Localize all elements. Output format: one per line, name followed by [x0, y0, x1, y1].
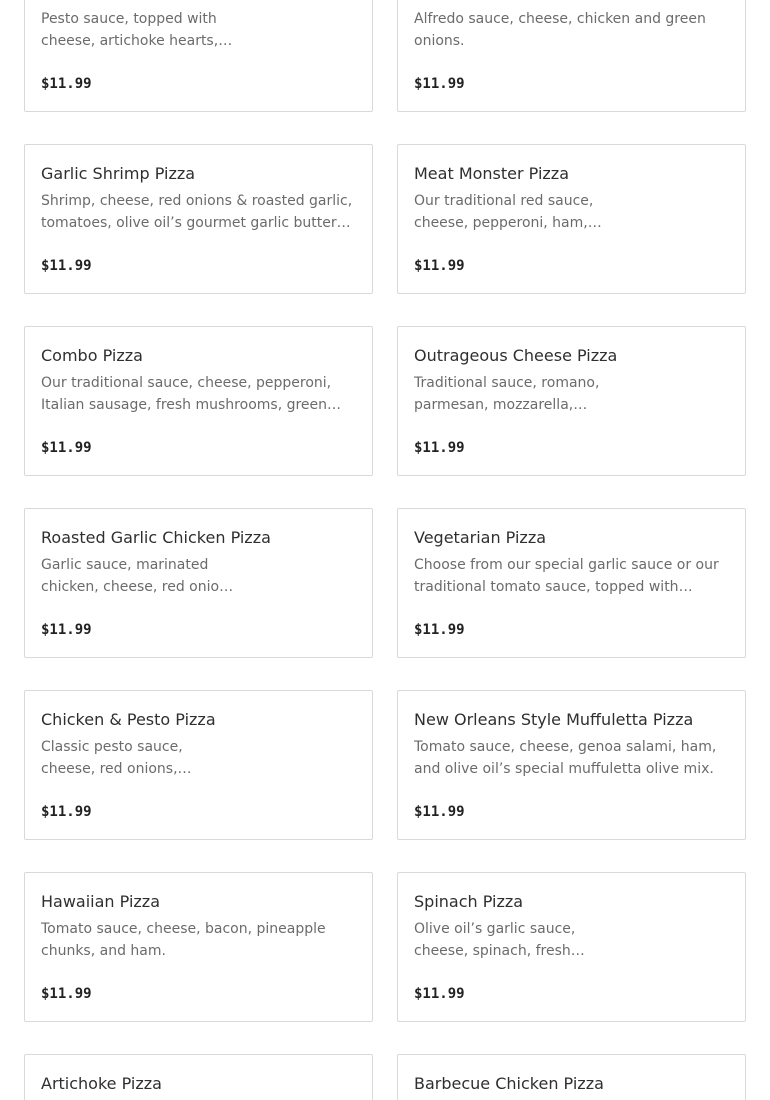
- menu-item-name: New Orleans Style Muffuletta Pizza: [414, 710, 694, 729]
- menu-item-card[interactable]: [397, 1054, 746, 1100]
- menu-item-description: Shrimp, cheese, red onions & roasted garlic, tomatoes, olive oil’s gourmet garlic butter: [41, 193, 353, 231]
- menu-item-description: Classic pesto sauce, cheese, red onions,: [41, 739, 183, 777]
- menu-item-card[interactable]: [24, 1054, 373, 1100]
- menu-item-description: Olive oil’s garlic sauce, cheese, spinach, fresh: [414, 921, 576, 959]
- menu-item-name: Outrageous Cheese Pizza: [414, 346, 618, 365]
- menu-item-price: $11.99: [414, 986, 465, 1002]
- menu-item-description: Our traditional sauce, cheese, pepperoni, Italian sausage, fresh mushrooms, green: [41, 375, 332, 413]
- menu-item-name: [414, 0, 729, 2]
- menu-item-price: $11.99: [414, 804, 465, 820]
- menu-item-card[interactable]: [397, 0, 746, 112]
- menu-item-name: Vegetarian Pizza: [414, 528, 547, 547]
- menu-item-card[interactable]: [24, 0, 373, 112]
- menu-grid: [24, 0, 746, 1100]
- menu-item-card[interactable]: [397, 144, 746, 294]
- menu-item-price: $11.99: [41, 258, 92, 274]
- menu-item-price: $11.99: [414, 76, 465, 92]
- menu-item-name: Meat Monster Pizza: [414, 164, 570, 183]
- menu-item-name: Garlic Shrimp Pizza: [41, 164, 196, 183]
- menu-item-name: Roasted Garlic Chicken Pizza: [41, 528, 271, 547]
- menu-item-name: Combo Pizza: [41, 346, 143, 365]
- menu-item-description: Pesto sauce, topped with cheese, artichoke hearts,: [41, 11, 219, 49]
- menu-item-price: $11.99: [41, 622, 92, 638]
- menu-item-description: Traditional sauce, romano, parmesan, mozzarella,: [414, 375, 600, 413]
- menu-item-price: $11.99: [41, 986, 92, 1002]
- menu-item-description: Choose from our special garlic sauce or our traditional tomato sauce, topped with: [414, 557, 719, 595]
- menu-item-name: Spinach Pizza: [414, 892, 524, 911]
- menu-item-card[interactable]: [24, 690, 373, 840]
- menu-item-name: Barbecue Chicken Pizza: [414, 1074, 604, 1093]
- menu-item-name: Hawaiian Pizza: [41, 892, 160, 911]
- menu-item-card[interactable]: [397, 326, 746, 476]
- menu-item-description: Alfredo sauce, cheese, chicken and green onions.: [414, 11, 706, 49]
- menu-item-price: $11.99: [414, 622, 465, 638]
- menu-item-card[interactable]: [397, 690, 746, 840]
- menu-item-description: Tomato sauce, cheese, genoa salami, ham, and olive oil’s special muffuletta olive mix.: [414, 739, 717, 777]
- menu-item-card[interactable]: [397, 872, 746, 1022]
- menu-item-price: $11.99: [41, 804, 92, 820]
- menu-item-name: [41, 0, 356, 2]
- menu-item-description: Our traditional red sauce, cheese, pepperoni, ham,: [414, 193, 594, 231]
- menu-item-card[interactable]: [24, 872, 373, 1022]
- menu-item-price: $11.99: [414, 258, 465, 274]
- menu-item-price: $11.99: [41, 440, 92, 456]
- menu-item-description: Garlic sauce, marinated chicken, cheese, red onions: [41, 557, 236, 595]
- menu-item-card[interactable]: [397, 508, 746, 658]
- menu-item-card[interactable]: [24, 508, 373, 658]
- menu-item-card[interactable]: [24, 144, 373, 294]
- menu-item-description: Tomato sauce, cheese, bacon, pineapple chunks, and ham.: [41, 921, 326, 959]
- menu-item-price: $11.99: [414, 440, 465, 456]
- menu-item-name: Chicken & Pesto Pizza: [41, 710, 216, 729]
- menu-item-price: $11.99: [41, 76, 92, 92]
- menu-item-name: Artichoke Pizza: [41, 1074, 162, 1093]
- menu-item-card[interactable]: [24, 326, 373, 476]
